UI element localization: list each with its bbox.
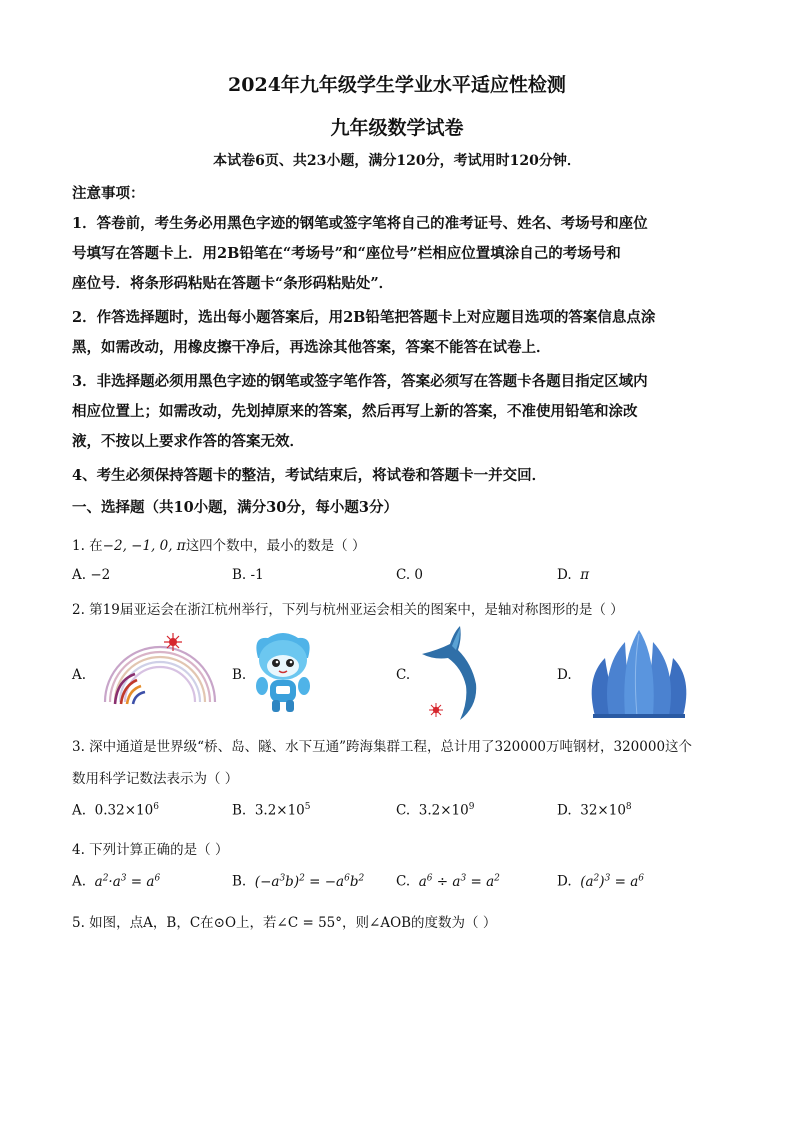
q3-option-b-base: 3.2×10: [254, 802, 305, 819]
notice-line: 号填写在答题卡上．用2B铅笔在“考场号”和“座位号”栏相应位置填涂自己的考场号和: [72, 245, 621, 262]
q1-option-d: [557, 567, 589, 583]
q3-option-d-exp: 8: [625, 802, 632, 812]
question-2: 2. 第19届亚运会在浙江杭州举行，下列与杭州亚运会相关的图案中，是轴对称图形的是（ ）: [72, 602, 624, 618]
q3-option-d-base: 32×10: [580, 802, 626, 819]
q4-option-c: C. $a^6 \div a^3 = a^2$: [396, 873, 500, 890]
q4-option-c-label: C.: [396, 873, 411, 890]
exam-title: 2024年九年级学生学业水平适应性检测: [228, 74, 566, 96]
question-5: 5. 如图，点A，B，C在⊙O上，若∠C = 55°，则∠AOB的度数为（ ）: [72, 915, 497, 931]
q4-option-a: A. $a^2\cdot a^3 = a^6$: [72, 873, 161, 890]
q3-option-a-base: 0.32×10: [94, 802, 154, 819]
q3-option-a: [72, 802, 159, 819]
q3-option-c-exp: 9: [468, 802, 475, 812]
q3-option-a-label: A.: [72, 802, 87, 819]
whale-tail-image: [418, 624, 498, 724]
q2-option-a: A.: [72, 667, 87, 683]
q1-option-c: C. 0: [396, 567, 424, 583]
q2-option-c: C.: [396, 667, 411, 683]
q4-option-d-label: D.: [557, 873, 572, 890]
question-4: 4. 下列计算正确的是（ ）: [72, 842, 229, 858]
notice-line: 座位号．将条形码粘贴在答题卡“条形码粘贴处”．: [72, 275, 394, 292]
question-1-numbers: −2, −1, 0, π: [102, 538, 186, 554]
q3-option-d-label: D.: [557, 802, 572, 819]
q1-option-a: A. −2: [72, 567, 111, 583]
mascot-image: [248, 628, 318, 718]
q4-option-d: D. $(a^2)^3 = a^6$: [557, 873, 644, 890]
q3-option-b-exp: 5: [304, 802, 311, 812]
asian-games-emblem-image: [95, 630, 220, 710]
notice-line: 黑，如需改动，用橡皮擦干净后，再选涂其他答案，答案不能答在试卷上．: [72, 339, 551, 356]
q4-option-a-label: A.: [72, 873, 87, 890]
q3-option-d: [557, 802, 632, 819]
q3-option-c-label: C.: [396, 802, 411, 819]
question-3-line-2: 数用科学记数法表示为（ ）: [72, 771, 239, 787]
question-1: [72, 534, 732, 554]
q4-option-b: B. $(-a^3b)^2 = -a^6b^2$: [232, 873, 365, 890]
question-3-line-1: 3. 深中通道是世界级“桥、岛、隧、水下互通”跨海集群工程，总计用了320000万吨钢材，320000这个: [72, 739, 693, 755]
notice-line: 液，不按以上要求作答的答案无效．: [72, 433, 304, 450]
notice-line: 相应位置上；如需改动，先划掉原来的答案，然后再写上新的答案，不准使用铅笔和涂改: [72, 403, 638, 420]
q1-option-b: B. -1: [232, 567, 264, 583]
q3-option-c-base: 3.2×10: [418, 802, 469, 819]
notice-line: 1．答卷前，考生务必用黑色字迹的钢笔或签字笔将自己的准考证号、姓名、考场号和座位: [72, 215, 648, 232]
q1-option-d-value: π: [580, 567, 590, 583]
q2-option-b: B.: [232, 667, 247, 683]
q4-option-b-label: B.: [232, 873, 247, 890]
q3-option-b: [232, 802, 311, 819]
question-1-post: 这四个数中，最小的数是（ ）: [185, 538, 366, 554]
section-heading: 一、选择题（共10小题，满分30分，每小题3分）: [72, 499, 398, 516]
q2-option-d: D.: [557, 667, 572, 683]
notice-line: 2．作答选择题时，选出每小题答案后，用2B铅笔把答题卡上对应题目选项的答案信息点涂: [72, 309, 656, 326]
q1-option-d-label: D.: [557, 567, 572, 583]
q3-option-b-label: B.: [232, 802, 247, 819]
question-1-pre: 1. 在: [72, 538, 103, 554]
q3-option-c: [396, 802, 474, 819]
notice-line: 4、考生必须保持答题卡的整洁，考试结束后，将试卷和答题卡一并交回．: [72, 467, 547, 484]
notice-line: 3．非选择题必须用黑色字迹的钢笔或签字笔作答，答案必须写在答题卡各题目指定区域内: [72, 373, 648, 390]
q3-option-a-exp: 6: [153, 802, 159, 812]
exam-subtitle: 九年级数学试卷: [330, 117, 464, 139]
notice-heading: 注意事项：: [72, 185, 145, 202]
exam-info: 本试卷6页、共23小题，满分120分，考试用时120分钟．: [213, 153, 581, 169]
lotus-venue-image: [585, 628, 693, 720]
